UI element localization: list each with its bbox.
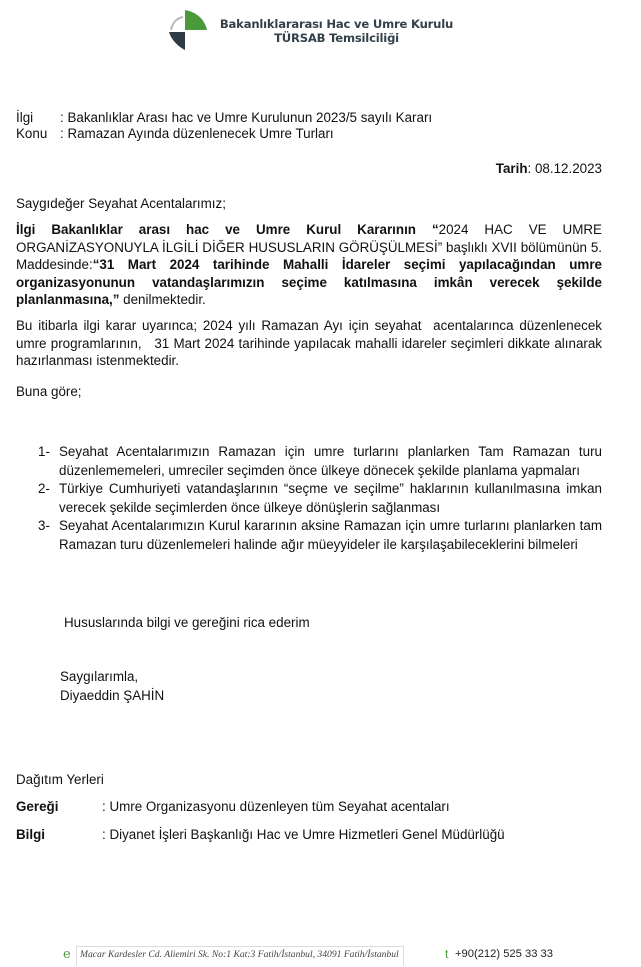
footer-address: Macar Kardesler Cd. Aliemiri Sk. No:1 Kat:3 Fatih/İstanbul, 34091 Fatih/İstanbul <box>76 946 404 966</box>
konu-label: Konu <box>16 126 48 141</box>
paragraph-1 <box>16 221 602 309</box>
ref-konu <box>16 126 334 141</box>
list-item-text: Seyahat Acentalarımızın Ramazan için umre turlarını planlarken Tam Ramazan turu düzenlememeleri, umreciler seçimden önce ülkeye dönecek şekilde planlama yapmaları <box>59 444 602 478</box>
list-item-number: 1- <box>38 444 50 459</box>
p1-tail: denilmektedir. <box>119 292 206 308</box>
salutation: Saygıdeğer Seyahat Acentalarımız; <box>16 196 226 211</box>
document-date <box>496 161 602 176</box>
distribution-gereği <box>16 799 450 814</box>
p1-bold-start: İlgi Bakanlıklar arası hac ve Umre Kurul Kararının <box>16 222 416 237</box>
list-item-number: 2- <box>38 481 50 496</box>
ref-ilgi <box>16 110 432 125</box>
gereği-value: : Umre Organizasyonu düzenleyen tüm Seyahat acentaları <box>102 799 450 814</box>
numbered-list <box>38 443 602 554</box>
distribution-bilgi <box>16 827 505 842</box>
signature-regards: Saygılarımla, <box>60 669 139 684</box>
buna-gore: Buna göre; <box>16 384 82 399</box>
list-item-text: Türkiye Cumhuriyeti vatandaşlarının “seçme ve seçilme” haklarının kullanılmasına imkan verecek şekilde seçimlerden önce ülkeye dönüşlerin sağlanması <box>59 481 602 515</box>
p1-quote-text: 2024 HAC VE UMRE ORGANİZASYONUYLA İLGİLİ DİĞER HUSUSLARIN GÖRÜŞÜLMESİ” başlıklı XVII bölümünün 5. Maddesinde: <box>16 222 602 273</box>
email-icon: e <box>63 947 71 962</box>
list-item-text: Seyahat Acentalarımızın Kurul kararının aksine Ramazan için umre turlarını planlarken tam Ramazan turu düzenlemeleri halinde ağır müeyyideler ile karşılaşabileceklerini bilmeleri <box>59 518 602 552</box>
tursab-logo-icon <box>165 8 213 52</box>
distribution-title: Dağıtım Yerleri <box>16 772 104 787</box>
phone-icon: t <box>445 947 449 961</box>
closing-line: Hususlarında bilgi ve gereğini rica ederim <box>64 615 310 630</box>
paragraph-2: Bu itibarla ilgi karar uyarınca; 2024 yılı Ramazan Ayı için seyahat acentalarınca düzenlenecek umre programlarının, 31 Mart 2024 tarihinde yapılacak mahalli idareler seçimleri dikkate alınarak hazırlanması istenmektedir. <box>16 318 610 369</box>
p1-bold-quote: “31 Mart 2024 tarihinde Mahalli İdareler seçimi yapılacağından umre organizasyonunun vatandaşlarımızın seçime katılmasına imkân verecek şekilde planlanmasına,” <box>16 257 602 308</box>
logo-text <box>214 17 459 45</box>
konu-value: : Ramazan Ayında düzenlenecek Umre Turları <box>60 126 334 141</box>
letterhead-logo <box>165 8 465 52</box>
bilgi-value: : Diyanet İşleri Başkanlığı Hac ve Umre Hizmetleri Genel Müdürlüğü <box>102 827 505 842</box>
gereği-label: Gereği <box>16 799 59 814</box>
list-item <box>38 517 602 554</box>
date-value: : 08.12.2023 <box>527 161 602 176</box>
logo-line-2: TÜRSAB Temsilciliği <box>274 31 399 45</box>
bilgi-label: Bilgi <box>16 827 46 842</box>
signature-name: Diyaeddin ŞAHİN <box>60 688 165 703</box>
ilgi-label: İlgi <box>16 110 34 125</box>
logo-line-1: Bakanlıklararası Hac ve Umre Kurulu <box>219 17 454 31</box>
footer-phone: +90(212) 525 33 33 <box>455 948 553 960</box>
p1-quote-open: “ <box>415 222 439 237</box>
ilgi-value: : Bakanlıklar Arası hac ve Umre Kurulunun 2023/5 sayılı Kararı <box>60 110 433 125</box>
list-item <box>38 480 602 517</box>
list-item-number: 3- <box>38 518 50 533</box>
date-label: Tarih <box>495 161 528 176</box>
list-item <box>38 443 602 480</box>
